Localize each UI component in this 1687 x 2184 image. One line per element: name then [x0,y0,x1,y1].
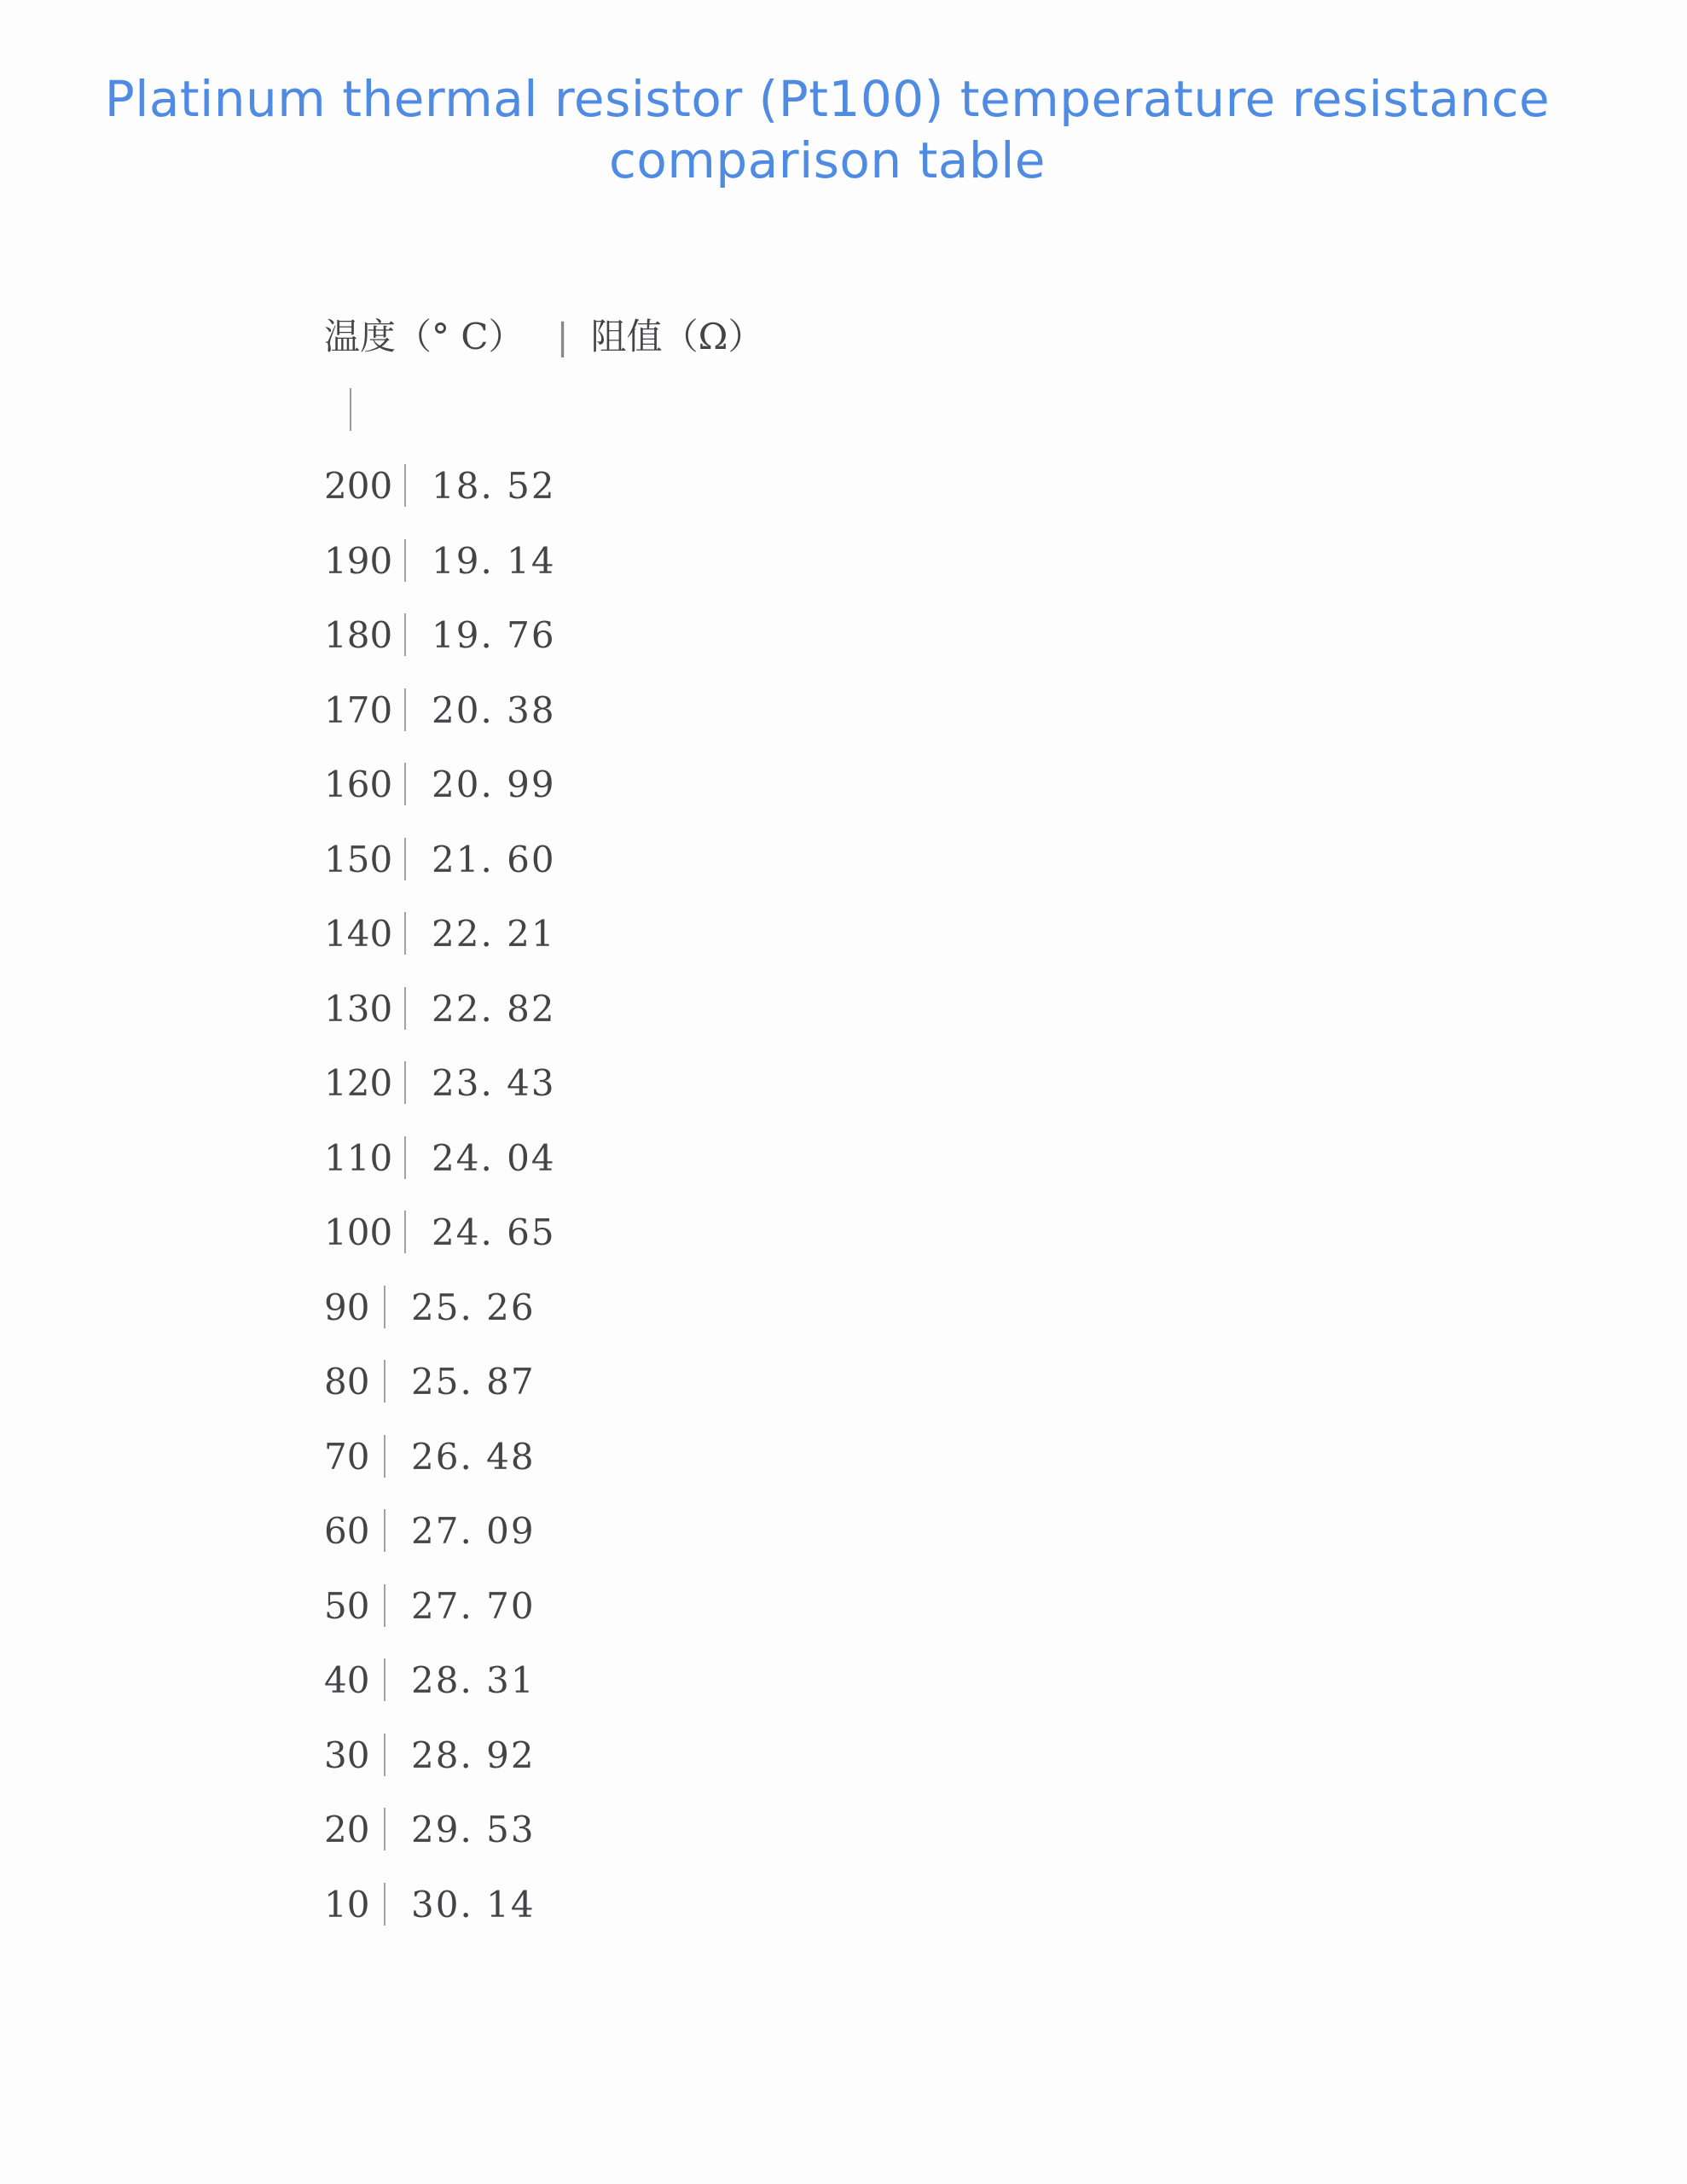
resistance-cell: 27. 09 [411,1510,536,1552]
temperature-cell: 200 [324,465,393,507]
resistance-cell: 18. 52 [432,465,556,507]
cell-separator [384,1509,386,1552]
resistance-cell: 24. 65 [432,1211,556,1253]
resistance-cell: 24. 04 [432,1136,556,1179]
temperature-cell: 50 [324,1584,370,1627]
temperature-cell: 190 [324,539,393,582]
header-divider-mark [350,388,351,431]
cell-separator [404,1136,406,1179]
temperature-cell: 110 [324,1136,393,1179]
temperature-cell: 60 [324,1510,370,1552]
cell-separator [404,912,406,955]
table-row [324,1356,556,1432]
temperature-cell: 160 [324,764,393,805]
page-title [51,68,1603,191]
temperature-cell: 180 [324,614,393,656]
temperature-cell: 40 [324,1659,370,1701]
cell-separator [404,1061,406,1104]
temperature-cell: 130 [324,987,393,1030]
cell-separator [404,838,406,880]
cell-separator [384,1360,386,1403]
page-title-line-1: Platinum thermal resistor (Pt100) temperature resistance [104,70,1551,128]
table-row [324,610,556,685]
cell-separator [404,539,406,582]
cell-separator [404,763,406,805]
table-row [324,1879,556,1955]
resistance-cell: 27. 70 [411,1584,536,1627]
cell-separator [384,1435,386,1478]
temperature-cell: 20 [324,1809,370,1850]
resistance-cell: 20. 38 [432,688,556,731]
temperature-cell: 140 [324,913,393,955]
table-row [324,834,556,909]
table-row [324,1581,556,1656]
table-row [324,1730,556,1805]
resistance-cell: 22. 82 [432,987,556,1030]
table-row [324,1506,556,1581]
temperature-cell: 90 [324,1286,370,1328]
table-row [324,1804,556,1879]
table-row [324,1133,556,1208]
temperature-cell: 10 [324,1883,370,1926]
table-rows [324,461,556,1954]
cell-separator [404,613,406,656]
header-separator: | [556,316,569,357]
resistance-cell: 28. 31 [411,1659,536,1701]
table-row [324,685,556,760]
resistance-cell: 30. 14 [411,1883,536,1926]
temperature-cell: 170 [324,688,393,731]
cell-separator [404,987,406,1030]
temperature-cell: 30 [324,1734,370,1776]
cell-separator [384,1584,386,1627]
temperature-cell: 70 [324,1435,370,1478]
cell-separator [384,1808,386,1850]
resistance-cell: 19. 76 [432,614,556,656]
cell-separator [404,688,406,731]
temperature-cell: 150 [324,838,393,880]
table-row [324,461,556,536]
table-row [324,1058,556,1133]
temperature-cell: 120 [324,1062,393,1104]
temperature-cell: 100 [324,1211,393,1253]
table-row [324,1432,556,1507]
resistance-cell: 25. 26 [411,1286,536,1328]
resistance-cell: 22. 21 [432,913,556,955]
cell-separator [384,1286,386,1328]
resistance-cell: 28. 92 [411,1734,536,1776]
resistance-cell: 25. 87 [411,1361,536,1403]
resistance-cell: 21. 60 [432,838,556,880]
resistance-cell: 19. 14 [432,539,556,582]
page-title-line-2: comparison table [609,131,1046,189]
header-resistance: 阻值（Ω） [590,316,764,357]
cell-separator [384,1883,386,1926]
table-row [324,1655,556,1730]
table-row [324,1207,556,1282]
resistance-cell: 23. 43 [432,1062,556,1104]
table-row [324,759,556,834]
resistance-cell: 20. 99 [432,764,556,805]
table-row [324,909,556,984]
header-temperature: 温度（° C） [324,316,525,357]
table-header [324,311,763,363]
cell-separator [384,1658,386,1701]
cell-separator [404,1211,406,1253]
table-row [324,984,556,1059]
cell-separator [404,464,406,507]
table-row [324,536,556,611]
table-row [324,1282,556,1357]
temperature-cell: 80 [324,1361,370,1403]
resistance-cell: 26. 48 [411,1435,536,1478]
cell-separator [384,1734,386,1776]
resistance-cell: 29. 53 [411,1809,536,1850]
